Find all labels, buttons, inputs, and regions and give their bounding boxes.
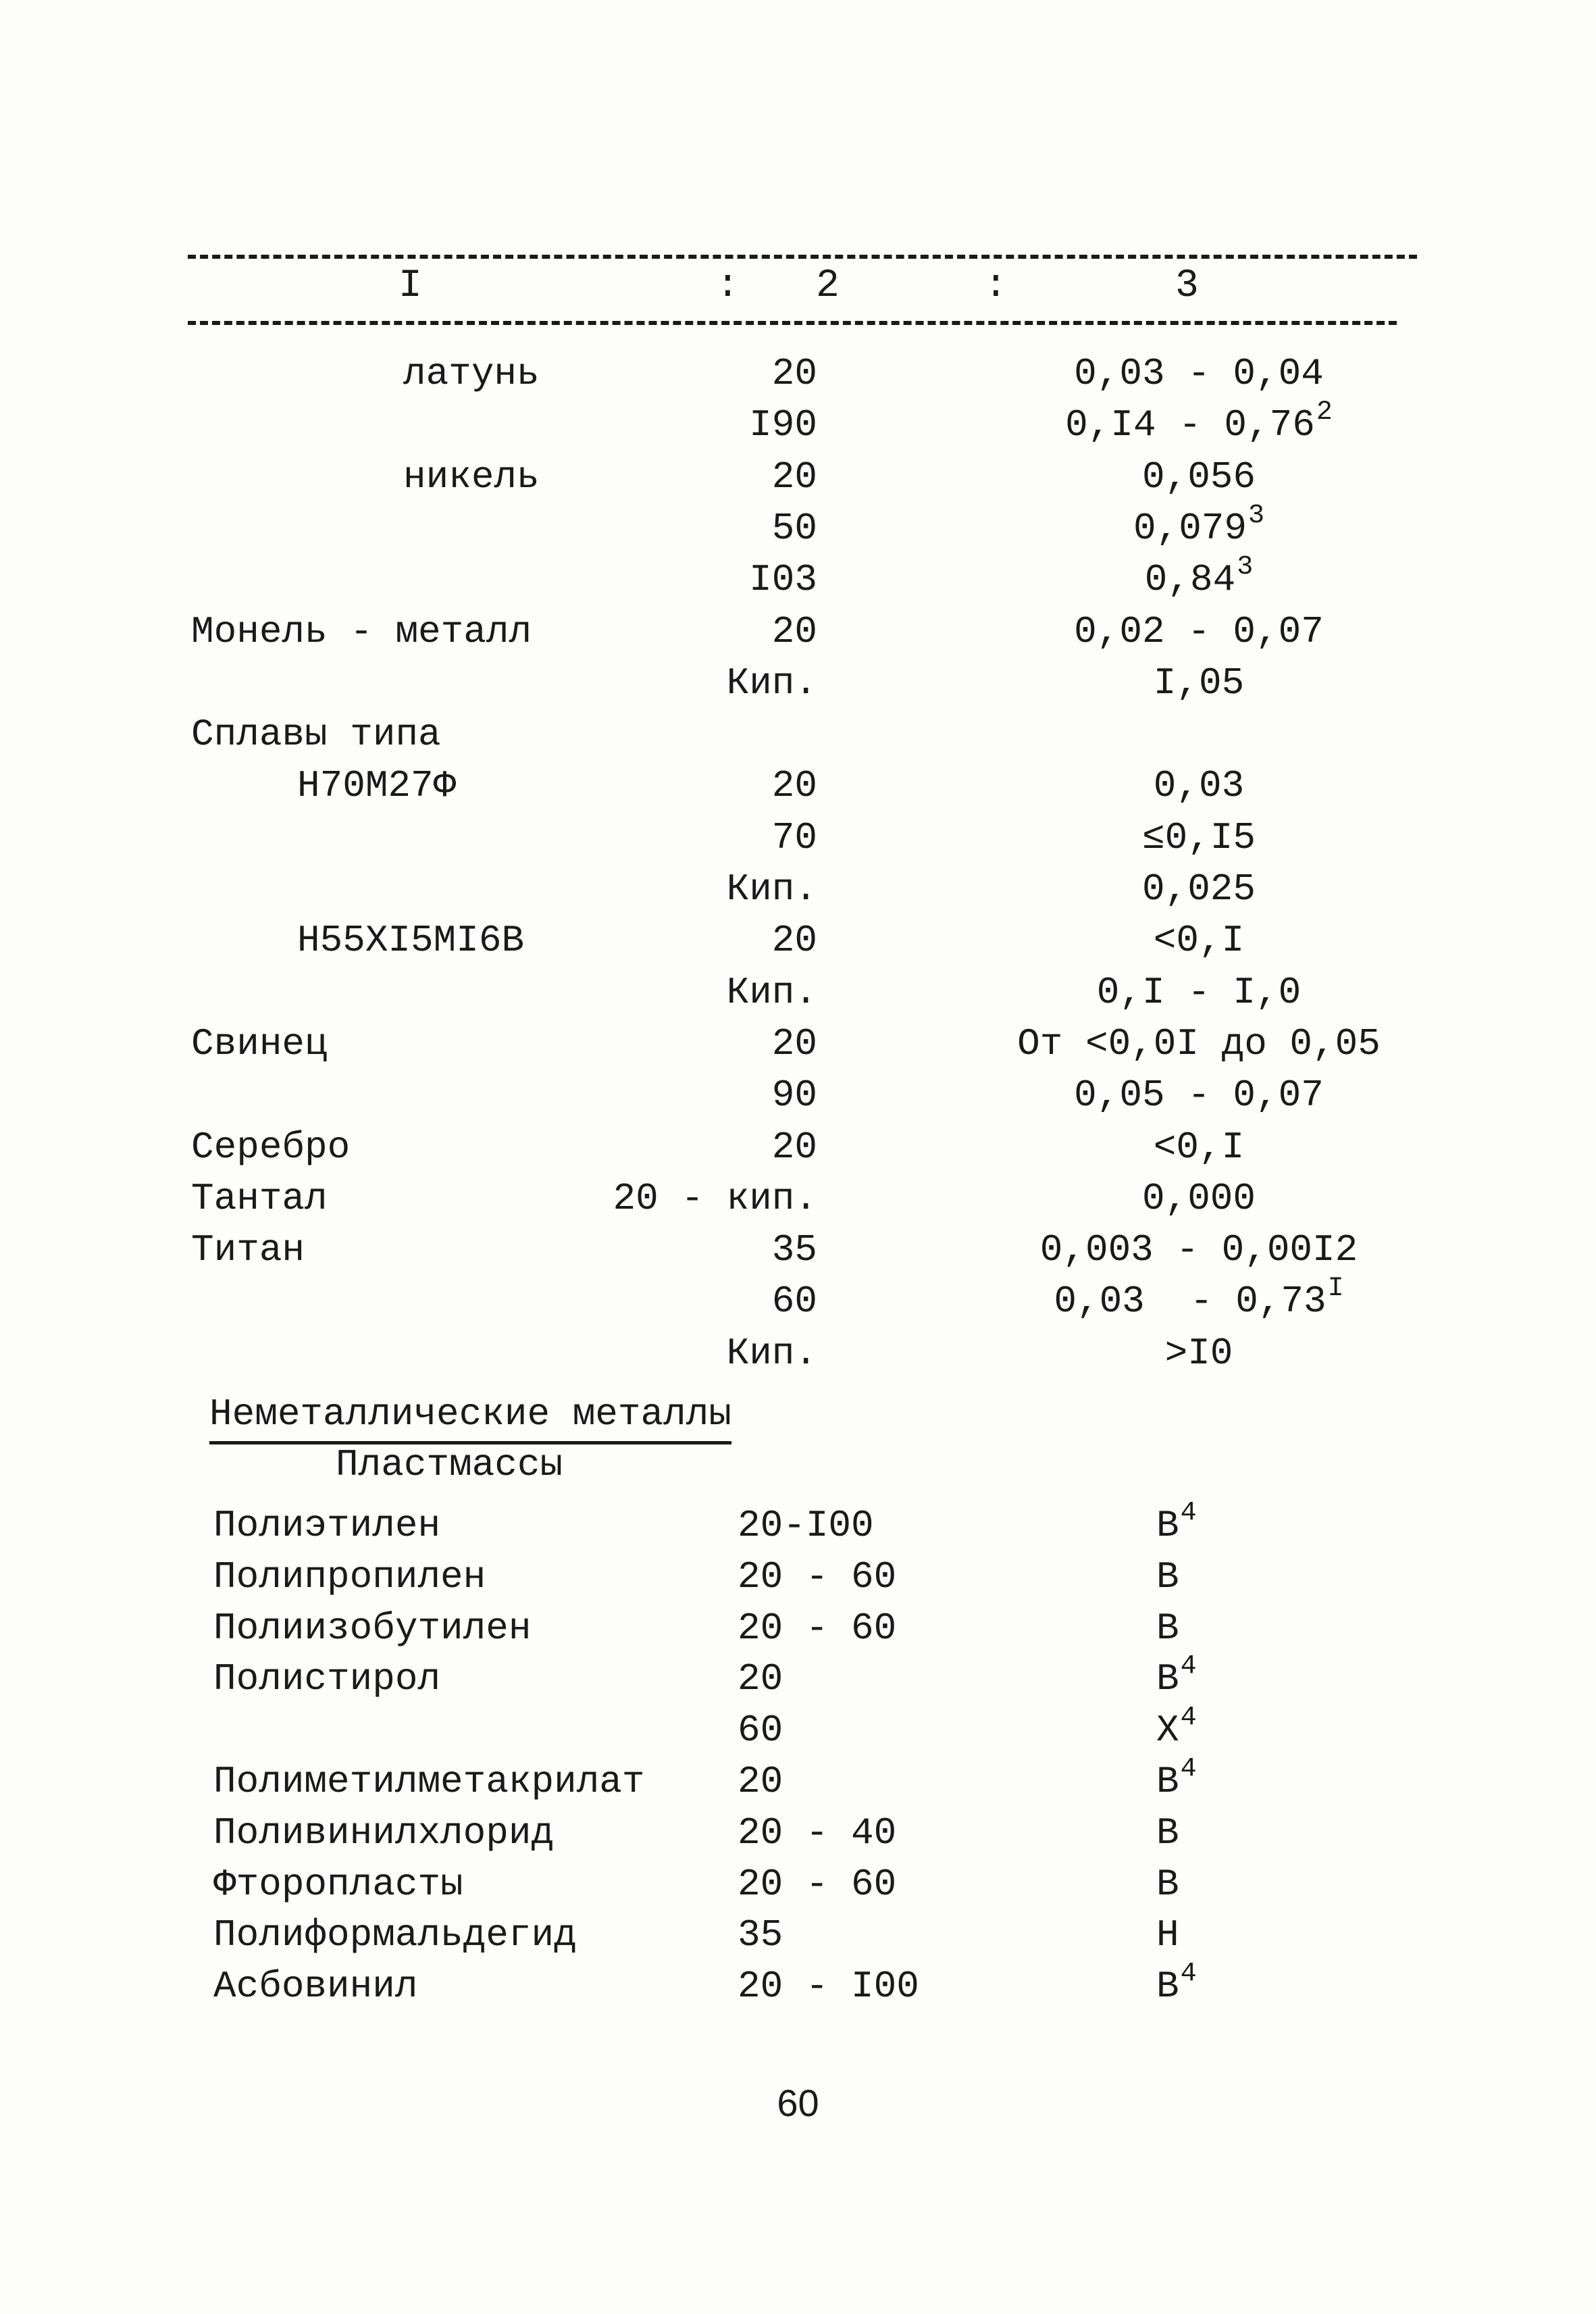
temperature-value: 20 [771, 1022, 817, 1065]
temperature-value: Кип. [726, 867, 818, 911]
material-name: Сплавы типа [191, 713, 441, 757]
header-sep1: : [716, 264, 740, 308]
corrosion-value: 0,05 - 0,07 [1074, 1074, 1324, 1117]
temperature-value: 20 - кип. [613, 1176, 818, 1220]
footnote-mark: 3 [1248, 500, 1265, 531]
footnote-mark: 4 [1180, 1959, 1197, 1990]
footnote-mark: 4 [1180, 1703, 1197, 1734]
corrosion-value: 0,025 [1141, 867, 1256, 911]
temperature-value: I03 [749, 558, 818, 602]
temperature-value: 35 [738, 1913, 783, 1957]
footnote-mark: 4 [1180, 1754, 1197, 1784]
header-sep2: : [984, 264, 1008, 308]
header-col1: I [398, 264, 422, 308]
table-row [0, 1070, 1596, 1121]
table-row [0, 606, 1596, 657]
corrosion-value: 0,000 [1141, 1176, 1256, 1220]
table-row [0, 1603, 1596, 1654]
material-name: Полиэтилен [213, 1504, 441, 1547]
table-row [0, 1705, 1596, 1756]
footnote-mark: 3 [1237, 552, 1254, 583]
corrosion-value: ≤0,I5 [1141, 815, 1256, 859]
corrosion-value: <0,I [1153, 919, 1245, 963]
resistance-value: $В^4$ [1156, 1959, 1197, 2009]
temperature-value: 20 [771, 609, 817, 653]
table-row [0, 1653, 1596, 1705]
temperature-value: 20 [771, 352, 817, 395]
table-row [0, 348, 1596, 399]
temperature-value: 20 [771, 764, 817, 808]
material-name: Н70М27Ф [297, 764, 457, 808]
temperature-value: 35 [771, 1228, 817, 1272]
temperature-value: 60 [738, 1709, 783, 1753]
corrosion-value: I,05 [1153, 661, 1245, 705]
temperature-value: 20 - 60 [738, 1555, 897, 1599]
table-row [0, 1122, 1596, 1173]
table-row [0, 1909, 1596, 1961]
resistance-value: В [1156, 1555, 1179, 1599]
material-name: Серебро [191, 1125, 351, 1169]
temperature-value: Кип. [726, 1331, 818, 1375]
table-row [0, 1328, 1596, 1379]
corrosion-value: 0,03 - 0,04 [1074, 352, 1324, 395]
header-col2: 2 [816, 264, 840, 308]
corrosion-value: 0,03 [1153, 764, 1245, 808]
header-bottom-rule [188, 321, 1397, 325]
footnote-mark: 2 [1316, 397, 1333, 428]
corrosion-value: От <0,0I до 0,05 [1017, 1022, 1381, 1065]
temperature-value: 20 [771, 455, 817, 499]
table-row [0, 554, 1596, 605]
resistance-value: $В^4$ [1156, 1498, 1197, 1547]
corrosion-value: 0,02 - 0,07 [1074, 609, 1324, 653]
temperature-value: 20 [738, 1657, 783, 1701]
table-row [0, 1961, 1596, 2012]
temperature-value: 50 [771, 506, 817, 550]
footnote-mark: I [1327, 1274, 1344, 1305]
material-name: Монель - металл [191, 609, 532, 653]
temperature-value: 90 [771, 1074, 817, 1117]
corrosion-value: 0,079$^3$ [1133, 500, 1265, 550]
resistance-value: В [1156, 1862, 1179, 1906]
corrosion-value: 0,003 - 0,00I2 [1039, 1228, 1358, 1272]
table-row [0, 1173, 1596, 1224]
table-row [0, 657, 1596, 709]
material-name: Полистирол [213, 1657, 441, 1701]
temperature-value: 20 [771, 919, 817, 963]
page-number: 60 [777, 2082, 819, 2124]
footnote-mark: 4 [1180, 1498, 1197, 1528]
corrosion-value: <0,I [1153, 1125, 1245, 1169]
material-name: Полиизобутилен [213, 1606, 532, 1650]
material-name: Свинец [191, 1022, 328, 1065]
temperature-value: 60 [771, 1280, 817, 1324]
table-row [0, 451, 1596, 503]
material-name: Тантал [191, 1176, 328, 1220]
table-row [0, 500, 1596, 554]
material-name: Н55ХI5МI6В [297, 919, 525, 963]
resistance-value: В [1156, 1606, 1179, 1650]
table-row [0, 1500, 1596, 1551]
section-title: Неметаллические металлы [209, 1388, 731, 1444]
header-top-rule [188, 255, 1417, 259]
corrosion-value: 0,056 [1141, 455, 1256, 499]
corrosion-value: >I0 [1164, 1331, 1233, 1375]
table-row [0, 1807, 1596, 1859]
table-row [0, 709, 1596, 760]
table-row [0, 1859, 1596, 1910]
resistance-value: Н [1156, 1913, 1179, 1957]
header-col3: 3 [1175, 264, 1199, 308]
table-row [0, 1224, 1596, 1276]
temperature-value: Кип. [726, 661, 818, 705]
temperature-value: 20 - 60 [738, 1862, 897, 1906]
corrosion-value: 0,I4 - 0,76$^2$ [1065, 397, 1333, 447]
material-name: Полиформальдегид [213, 1913, 577, 1957]
corrosion-value: $0,03 - 0,73^I$ [1054, 1274, 1344, 1324]
resistance-value: $Х^4$ [1156, 1703, 1197, 1753]
corrosion-value: 0,84$^3$ [1144, 552, 1254, 602]
footnote-mark: 4 [1180, 1651, 1197, 1682]
table-row [0, 760, 1596, 811]
temperature-value: Кип. [726, 970, 818, 1014]
table-row [0, 1756, 1596, 1807]
material-name: никель [403, 455, 540, 499]
material-name: Полипропилен [213, 1555, 486, 1599]
temperature-value: 20 [738, 1760, 783, 1803]
material-name: латунь [403, 352, 540, 395]
temperature-value: 70 [771, 815, 817, 859]
material-name: Полиметилметакрилат [213, 1760, 645, 1803]
table-row [0, 863, 1596, 915]
table-row [0, 812, 1596, 863]
temperature-value: 20 - 40 [738, 1811, 897, 1855]
material-name: Асбовинил [213, 1965, 418, 2009]
material-name: Фторопласты [213, 1862, 463, 1906]
table-row [0, 1276, 1596, 1327]
table-row [0, 967, 1596, 1018]
temperature-value: 20 - I00 [738, 1965, 919, 2009]
resistance-value: $В^4$ [1156, 1651, 1197, 1701]
subsection-title: Пластмассы [336, 1443, 563, 1486]
material-name: Поливинилхлорид [213, 1811, 555, 1855]
corrosion-value: 0,I - I,0 [1096, 970, 1302, 1014]
table-row [0, 915, 1596, 966]
resistance-value: В [1156, 1811, 1179, 1855]
material-name: Титан [191, 1228, 305, 1272]
table-row [0, 1018, 1596, 1070]
temperature-value: 20-I00 [738, 1504, 874, 1547]
table-row [0, 399, 1596, 451]
temperature-value: 20 [771, 1125, 817, 1169]
resistance-value: $В^4$ [1156, 1754, 1197, 1803]
table-row [0, 1551, 1596, 1603]
temperature-value: 20 - 60 [738, 1606, 897, 1650]
temperature-value: I90 [749, 403, 818, 447]
